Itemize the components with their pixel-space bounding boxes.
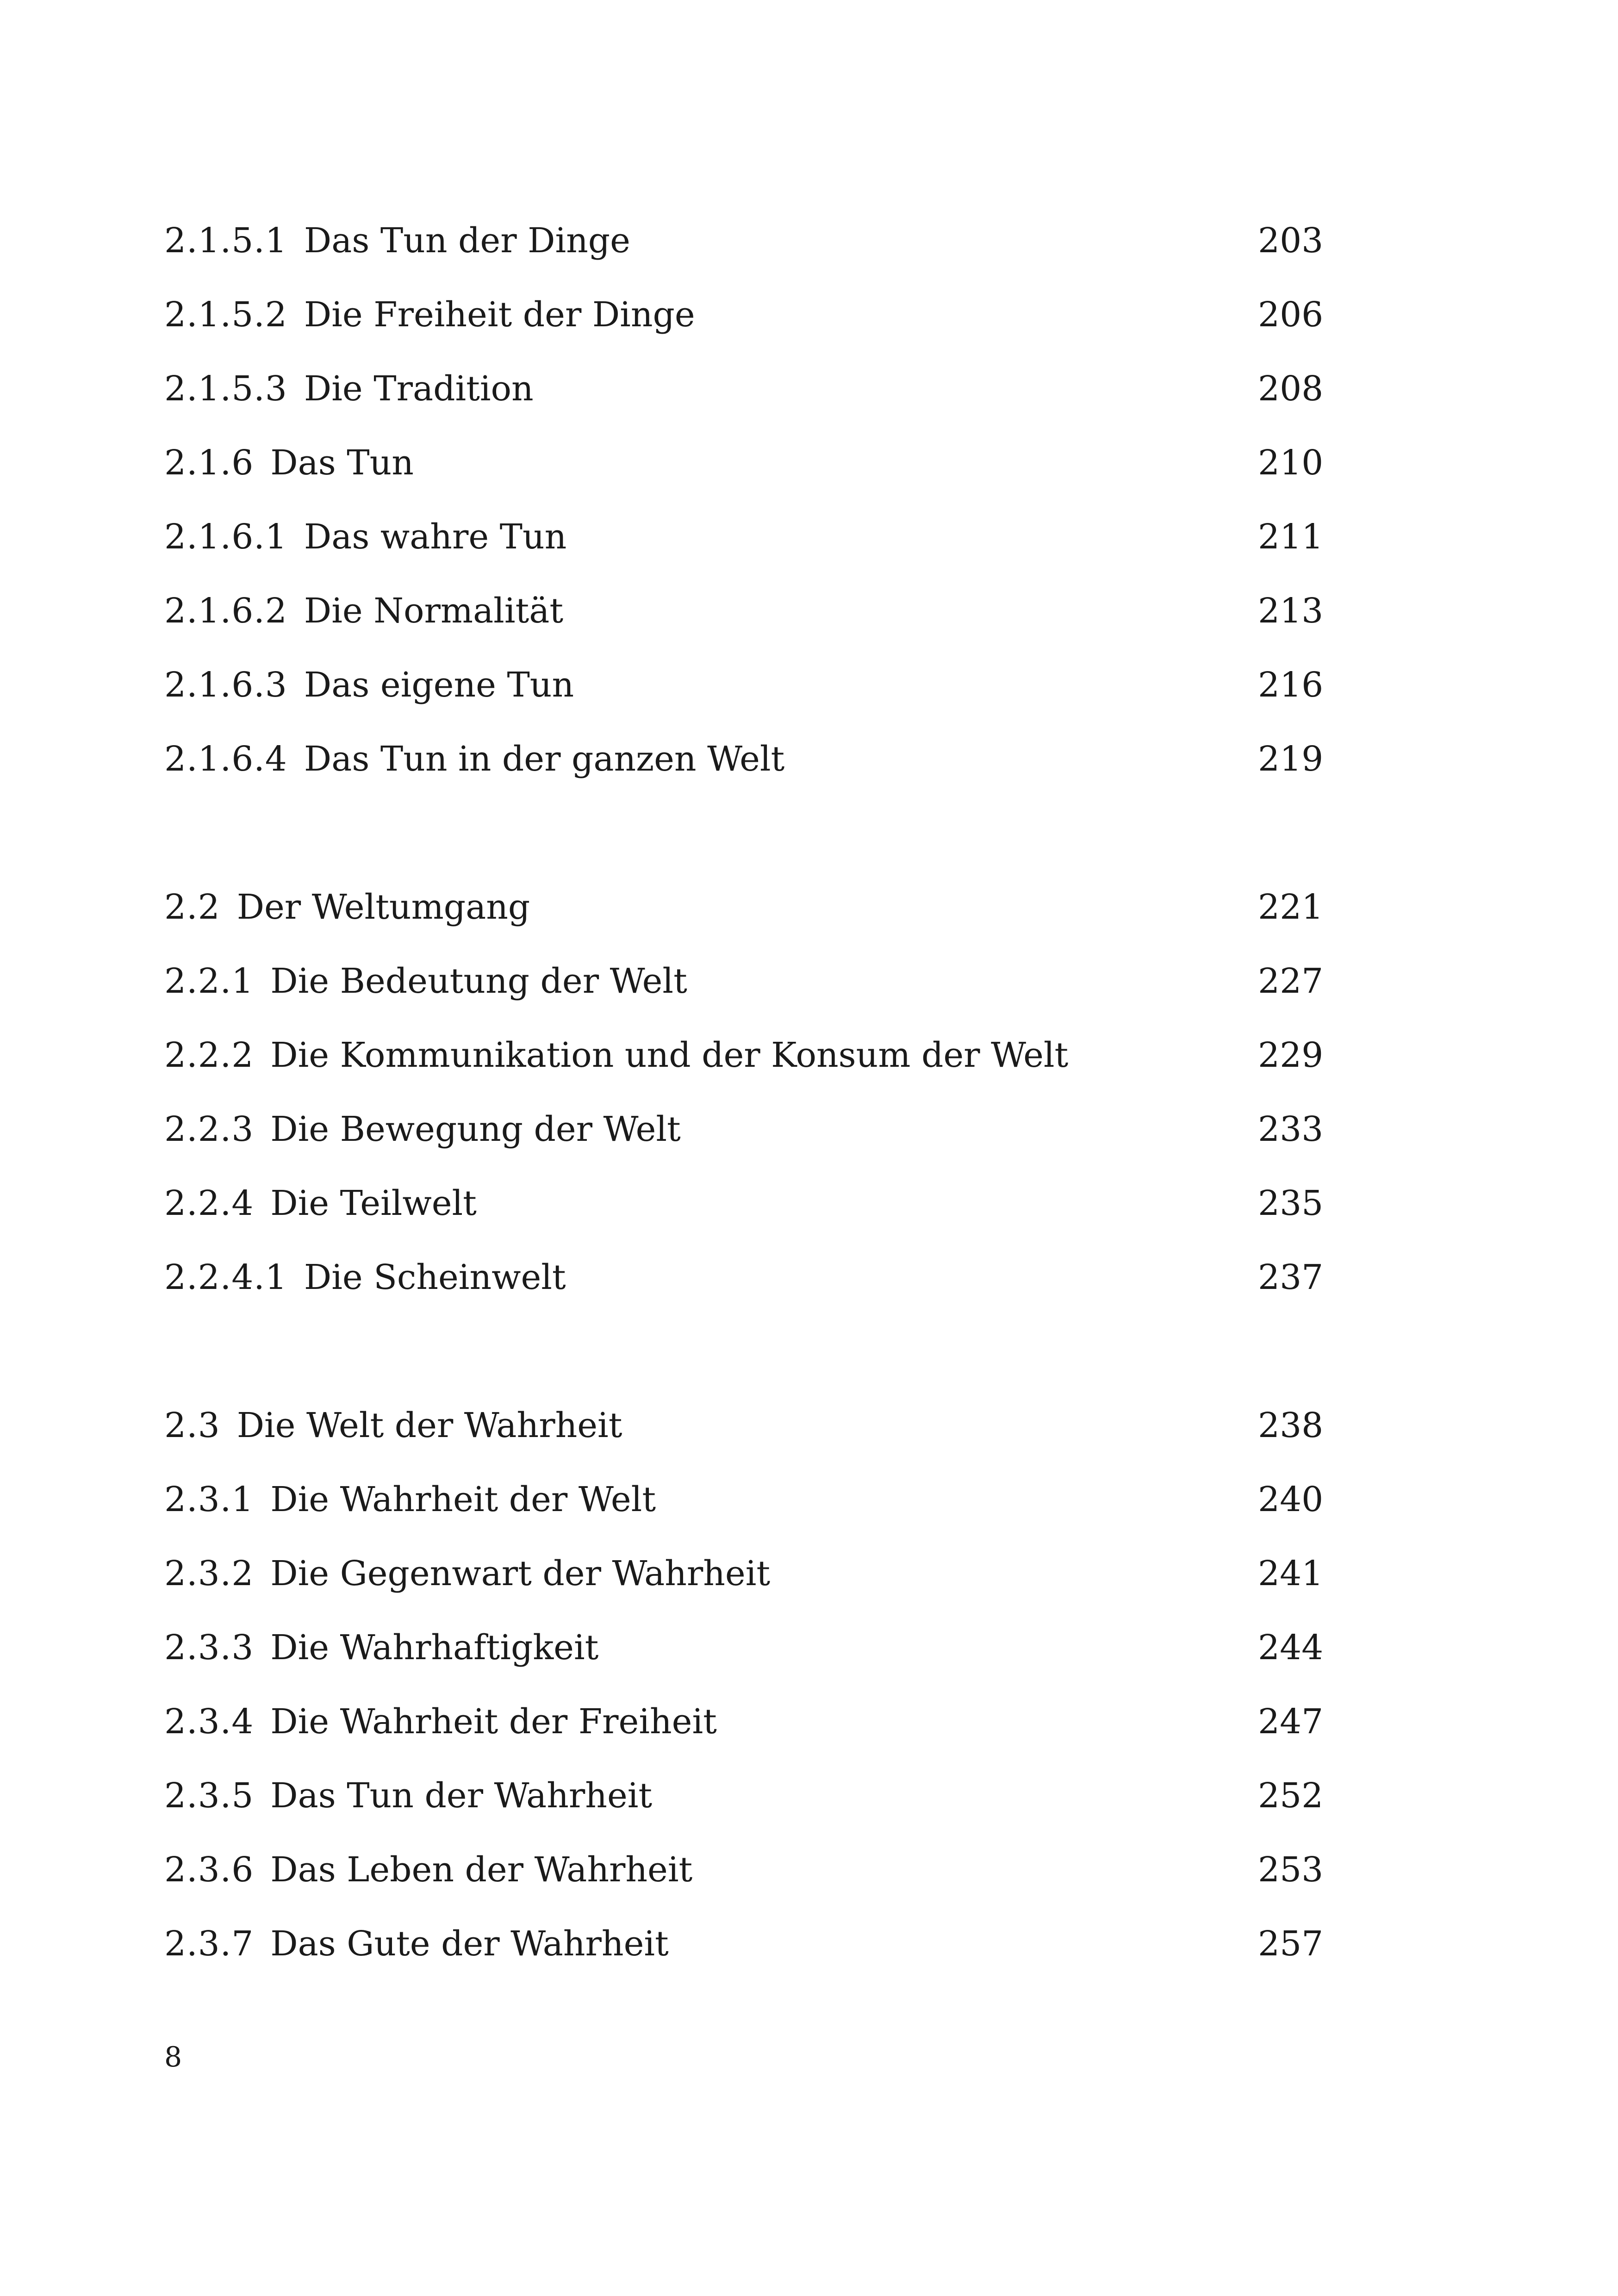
toc-entry-number: 2.3.2 [164, 1554, 254, 1593]
toc-entry-page: 208 [1258, 369, 1324, 409]
page-number: 8 [164, 2041, 182, 2073]
toc-entry [164, 500, 1324, 574]
toc-entry-title: Die Wahrheit der Freiheit [270, 1702, 717, 1742]
toc-entry-page: 203 [1258, 221, 1324, 261]
toc-entry [164, 1462, 1324, 1537]
toc-entry [164, 1833, 1324, 1907]
toc-entry-title: Das Tun der Dinge [304, 221, 630, 261]
toc-entry [164, 278, 1324, 352]
toc-entry [164, 870, 1324, 944]
toc-entry-title: Das Tun [270, 443, 414, 483]
toc-entry [164, 1685, 1324, 1759]
toc-entry-title: Die Gegenwart der Wahrheit [270, 1554, 771, 1593]
toc-entry-page: 253 [1258, 1850, 1324, 1890]
toc-entry-number: 2.2.3 [164, 1109, 254, 1149]
toc-entry-title: Die Welt der Wahrheit [236, 1406, 622, 1445]
toc-entry-page: 247 [1258, 1702, 1324, 1742]
toc-entry [164, 1240, 1324, 1314]
toc-entry-title: Das Leben der Wahrheit [270, 1850, 693, 1890]
toc-entry-number: 2.1.5.2 [164, 295, 287, 335]
toc-entry-title: Die Bewegung der Welt [270, 1109, 681, 1149]
toc-entry-number: 2.2 [164, 887, 220, 927]
toc-entry-page: 229 [1258, 1035, 1324, 1075]
toc-entry-title: Die Wahrheit der Welt [270, 1480, 656, 1519]
toc-entry-number: 2.3.3 [164, 1628, 254, 1668]
toc-entry-number: 2.2.4.1 [164, 1257, 287, 1297]
toc-entry-title: Die Scheinwelt [304, 1257, 566, 1297]
toc-entry-page: 252 [1258, 1776, 1324, 1816]
toc-entry-title: Das wahre Tun [304, 517, 567, 557]
toc-entry-page: 235 [1258, 1183, 1324, 1223]
toc-entry [164, 204, 1324, 278]
toc-entry-number: 2.1.6 [164, 443, 254, 483]
toc-entry-page: 210 [1258, 443, 1324, 483]
toc-entry-number: 2.3.6 [164, 1850, 254, 1890]
toc-entry [164, 1537, 1324, 1611]
toc-entry-page: 211 [1258, 517, 1324, 557]
toc-entry-number: 2.1.6.4 [164, 739, 287, 779]
toc-entry [164, 1166, 1324, 1240]
toc-entry-page: 238 [1258, 1406, 1324, 1445]
toc-entry-page: 219 [1258, 739, 1324, 779]
toc-entry-number: 2.2.4 [164, 1183, 254, 1223]
toc-entry-number: 2.3.5 [164, 1776, 254, 1816]
toc-entry-number: 2.3.4 [164, 1702, 254, 1742]
toc-entry [164, 1907, 1324, 1981]
toc-entry-page: 206 [1258, 295, 1324, 335]
toc-entry-number: 2.1.6.3 [164, 665, 287, 705]
toc-entry-title: Das Tun in der ganzen Welt [304, 739, 785, 779]
toc-entry-page: 227 [1258, 961, 1324, 1001]
toc-entry-page: 237 [1258, 1257, 1324, 1297]
toc-entry [164, 1018, 1324, 1092]
toc-entry [164, 574, 1324, 648]
toc-entry-title: Der Weltumgang [236, 887, 530, 927]
toc-section-2-3 [164, 1388, 1324, 1981]
toc-entry-title: Die Freiheit der Dinge [304, 295, 695, 335]
toc-entry-number: 2.1.5.1 [164, 221, 287, 261]
toc-entry-title: Das eigene Tun [304, 665, 574, 705]
table-of-contents [164, 204, 1324, 1981]
toc-entry [164, 944, 1324, 1018]
toc-entry-page: 244 [1258, 1628, 1324, 1668]
toc-entry [164, 426, 1324, 500]
toc-entry-number: 2.1.6.2 [164, 591, 287, 631]
toc-section-2-1-5 [164, 204, 1324, 796]
toc-entry-title: Das Tun der Wahrheit [270, 1776, 653, 1816]
toc-entry-title: Die Kommunikation und der Konsum der Welt [270, 1035, 1069, 1075]
toc-entry-page: 213 [1258, 591, 1324, 631]
toc-entry-number: 2.3.1 [164, 1480, 254, 1519]
toc-entry-number: 2.1.6.1 [164, 517, 287, 557]
toc-entry [164, 1092, 1324, 1166]
toc-entry-page: 240 [1258, 1480, 1324, 1519]
toc-entry [164, 352, 1324, 426]
toc-entry [164, 648, 1324, 722]
toc-entry-number: 2.3 [164, 1406, 220, 1445]
toc-entry-page: 257 [1258, 1924, 1324, 1964]
toc-entry-title: Die Tradition [304, 369, 534, 409]
toc-entry-title: Die Bedeutung der Welt [270, 961, 687, 1001]
toc-entry-page: 216 [1258, 665, 1324, 705]
toc-entry [164, 722, 1324, 796]
toc-entry-page: 241 [1258, 1554, 1324, 1593]
toc-entry-number: 2.2.2 [164, 1035, 254, 1075]
toc-entry-number: 2.3.7 [164, 1924, 254, 1964]
toc-entry-number: 2.2.1 [164, 961, 254, 1001]
toc-entry-title: Das Gute der Wahrheit [270, 1924, 669, 1964]
toc-entry-page: 233 [1258, 1109, 1324, 1149]
toc-entry-title: Die Normalität [304, 591, 564, 631]
toc-entry [164, 1388, 1324, 1462]
toc-entry-number: 2.1.5.3 [164, 369, 287, 409]
toc-entry-page: 221 [1258, 887, 1324, 927]
toc-entry-title: Die Teilwelt [270, 1183, 477, 1223]
toc-entry-title: Die Wahrhaftigkeit [270, 1628, 599, 1668]
toc-entry [164, 1611, 1324, 1685]
toc-section-2-2 [164, 870, 1324, 1314]
toc-entry [164, 1759, 1324, 1833]
